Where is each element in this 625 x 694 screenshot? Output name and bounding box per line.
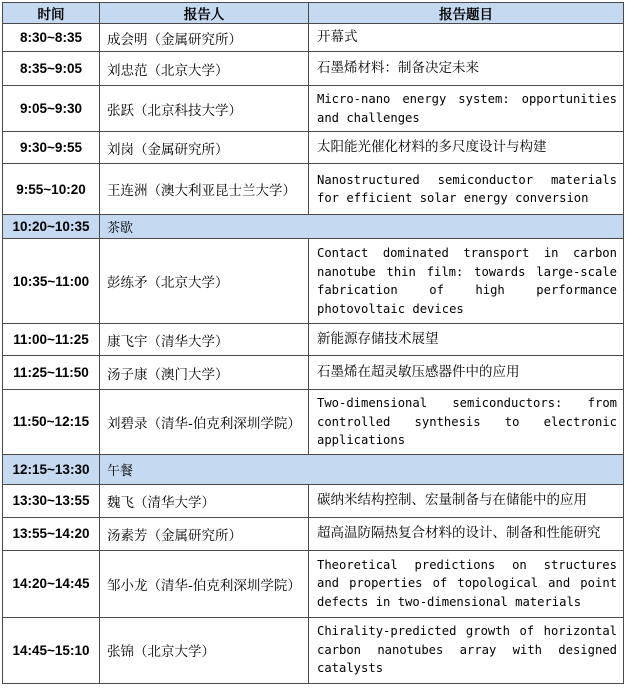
table-row: [3, 356, 624, 390]
schedule-body: [3, 24, 624, 684]
session-time: 14:20~14:45: [3, 550, 100, 617]
session-time: 8:35~9:05: [3, 52, 100, 86]
talk-title: 超高温防隔热复合材料的设计、制备和性能研究: [309, 517, 624, 550]
talk-title: Theoretical predictions on structures and properties of topological and point defects in two-dimensional materials: [309, 550, 624, 617]
table-row: [3, 550, 624, 617]
table-row: [3, 517, 624, 550]
session-time: 14:45~15:10: [3, 617, 100, 683]
schedule-table: [2, 2, 624, 684]
session-time: 13:30~13:55: [3, 484, 100, 517]
talk-title: 新能源存储技术展望: [309, 324, 624, 356]
speaker-name: 彭练矛（北京大学）: [100, 239, 309, 324]
table-row: [3, 239, 624, 324]
session-time: 10:20~10:35: [3, 215, 100, 239]
table-row: [3, 390, 624, 455]
table-row: [3, 484, 624, 517]
talk-title: Nanostructured semiconductor materials for efficient solar energy conversion: [309, 164, 624, 215]
speaker-name: 汤子康（澳门大学）: [100, 356, 309, 390]
header-time: 时间: [3, 3, 100, 24]
header-row: [3, 3, 624, 24]
talk-title: 石墨烯材料：制备决定未来: [309, 52, 624, 86]
break-row: [3, 454, 624, 484]
header-topic: 报告题目: [309, 3, 624, 24]
speaker-name: 成会明（金属研究所）: [100, 24, 309, 52]
talk-title: Two-dimensional semiconductors: from controlled synthesis to electronic applications: [309, 390, 624, 455]
table-row: [3, 86, 624, 132]
talk-title: 开幕式: [309, 24, 624, 52]
header-speaker: 报告人: [100, 3, 309, 24]
speaker-name: 张锦（北京大学）: [100, 617, 309, 683]
break-row: [3, 215, 624, 239]
speaker-name: 刘忠范（北京大学）: [100, 52, 309, 86]
break-label: 午餐: [100, 454, 624, 484]
session-time: 11:25~11:50: [3, 356, 100, 390]
talk-title: 碳纳米结构控制、宏量制备与在储能中的应用: [309, 484, 624, 517]
session-time: 11:50~12:15: [3, 390, 100, 455]
talk-title: Micro-nano energy system: opportunities and challenges: [309, 86, 624, 132]
session-time: 11:00~11:25: [3, 324, 100, 356]
speaker-name: 康飞宇（清华大学）: [100, 324, 309, 356]
speaker-name: 魏飞（清华大学）: [100, 484, 309, 517]
session-time: 12:15~13:30: [3, 454, 100, 484]
session-time: 10:35~11:00: [3, 239, 100, 324]
speaker-name: 汤素芳（金属研究所）: [100, 517, 309, 550]
table-row: [3, 24, 624, 52]
speaker-name: 刘碧录（清华-伯克利深圳学院）: [100, 390, 309, 455]
session-time: 9:30~9:55: [3, 132, 100, 164]
talk-title: Contact dominated transport in carbon nanotube thin film: towards large-scale fabrication of high performance photovoltaic devices: [309, 239, 624, 324]
table-row: [3, 52, 624, 86]
talk-title: Chirality-predicted growth of horizontal carbon nanotubes array with designed catalysts: [309, 617, 624, 683]
talk-title: 太阳能光催化材料的多尺度设计与构建: [309, 132, 624, 164]
speaker-name: 邹小龙（清华-伯克利深圳学院）: [100, 550, 309, 617]
speaker-name: 张跃（北京科技大学）: [100, 86, 309, 132]
session-time: 13:55~14:20: [3, 517, 100, 550]
break-label: 茶歇: [100, 215, 624, 239]
table-row: [3, 164, 624, 215]
speaker-name: 王连洲（澳大利亚昆士兰大学）: [100, 164, 309, 215]
session-time: 9:05~9:30: [3, 86, 100, 132]
talk-title: 石墨烯在超灵敏压感器件中的应用: [309, 356, 624, 390]
session-time: 8:30~8:35: [3, 24, 100, 52]
speaker-name: 刘岗（金属研究所）: [100, 132, 309, 164]
table-row: [3, 617, 624, 683]
table-row: [3, 132, 624, 164]
session-time: 9:55~10:20: [3, 164, 100, 215]
table-row: [3, 324, 624, 356]
